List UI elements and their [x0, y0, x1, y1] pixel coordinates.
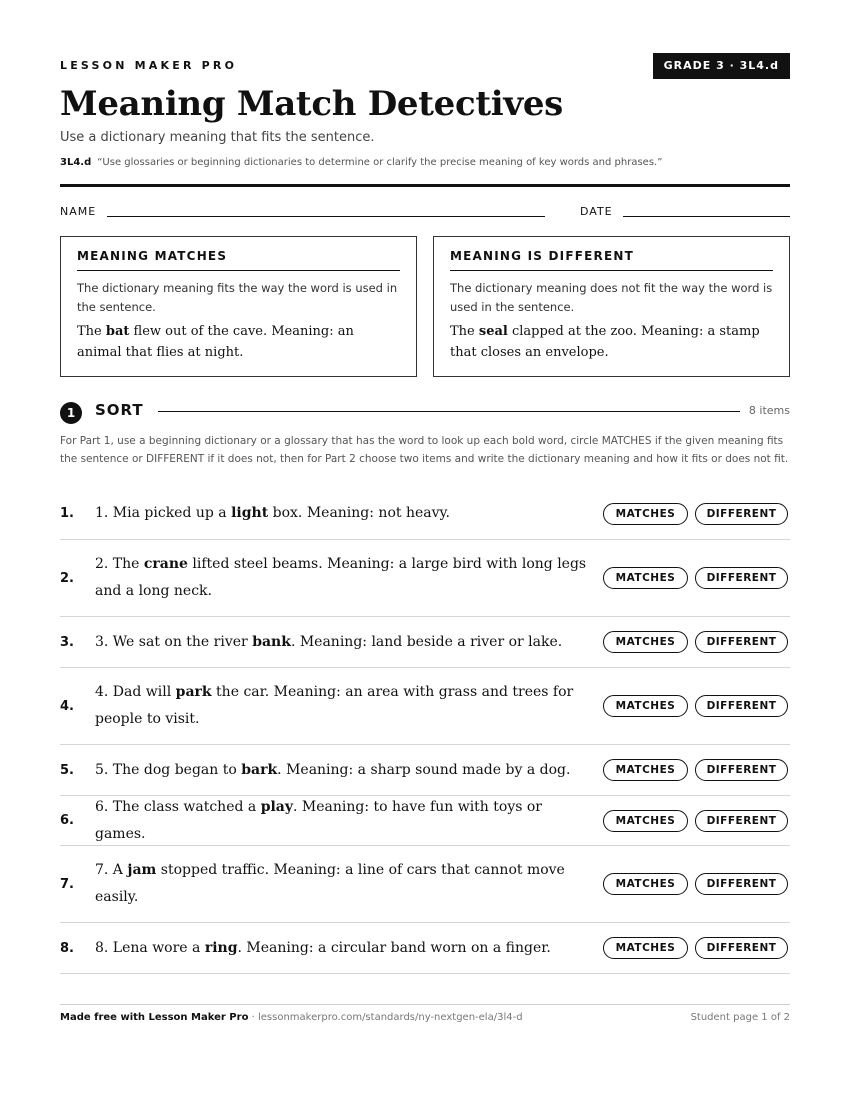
item-text: . Meaning: a circular band worn on a finger.	[237, 939, 551, 956]
list-item	[60, 617, 790, 668]
standard-text: “Use glossaries or beginning dictionaries to determine or clarify the precise meaning of key words and phrases.”	[97, 157, 663, 168]
item-text: 8. Lena wore a	[95, 939, 205, 956]
different-choice[interactable]: DIFFERENT	[695, 631, 788, 653]
item-number: 5.	[60, 762, 74, 778]
item-text: 1. Mia picked up a	[95, 505, 232, 521]
different-choice[interactable]: DIFFERENT	[695, 503, 788, 525]
standard-code: 3L4.d	[60, 157, 92, 168]
item-text: . Meaning: to have fun with toys or games.	[95, 798, 542, 842]
section-number-badge: 1	[60, 402, 82, 424]
list-item	[60, 796, 790, 846]
item-key-word: light	[231, 505, 269, 521]
item-text: . Meaning: land beside a river or lake.	[290, 633, 563, 650]
choice-group	[603, 631, 788, 653]
footer-credit	[60, 1012, 523, 1023]
item-key-word: jam	[127, 862, 157, 878]
item-key-word: bank	[252, 633, 291, 650]
footer-link[interactable]: · lessonmakerpro.com/standards/ny-nextgen-ela/3l4-d	[248, 1012, 523, 1023]
matches-choice[interactable]: MATCHES	[603, 810, 688, 832]
list-item	[60, 923, 790, 974]
item-sentence	[95, 857, 595, 911]
item-sentence	[95, 794, 595, 848]
item-count: 8 items	[748, 404, 790, 417]
example-box-title: MEANING MATCHES	[77, 249, 400, 271]
brand-name: LESSON MAKER PRO	[60, 59, 238, 72]
choice-group	[603, 695, 788, 717]
item-sentence	[95, 935, 595, 962]
item-number: 7.	[60, 876, 74, 892]
name-label: NAME	[60, 205, 97, 218]
example-sentence	[77, 321, 400, 363]
section-divider	[158, 411, 740, 412]
list-item	[60, 846, 790, 923]
matches-choice[interactable]: MATCHES	[603, 937, 688, 959]
example-box-description: The dictionary meaning does not fit the way the word is used in the sentence.	[450, 281, 773, 314]
different-choice[interactable]: DIFFERENT	[695, 695, 788, 717]
different-choice[interactable]: DIFFERENT	[695, 567, 788, 589]
example-key-word: bat	[105, 324, 130, 339]
choice-group	[603, 810, 788, 832]
item-text: 4. Dad will	[95, 684, 176, 700]
page-subtitle: Use a dictionary meaning that fits the sentence.	[60, 130, 375, 145]
matches-choice[interactable]: MATCHES	[603, 631, 688, 653]
choice-group	[603, 567, 788, 589]
item-sentence	[95, 629, 595, 656]
example-text: The	[450, 324, 479, 339]
item-list	[60, 488, 790, 974]
footer-divider	[60, 1004, 790, 1005]
item-text: stopped traffic. Meaning: a line of cars that cannot move easily.	[95, 862, 565, 905]
item-number: 4.	[60, 698, 74, 714]
matches-choice[interactable]: MATCHES	[603, 873, 688, 895]
item-text: . Meaning: a sharp sound made by a dog.	[277, 761, 571, 778]
page-indicator: Student page 1 of 2	[690, 1012, 790, 1023]
example-box-matches	[60, 236, 417, 377]
item-text: lifted steel beams. Meaning: a large bird with long legs and a long neck.	[95, 556, 587, 599]
choice-group	[603, 873, 788, 895]
item-text: box. Meaning: not heavy.	[268, 505, 451, 521]
date-field[interactable]	[623, 216, 790, 217]
item-sentence	[95, 551, 595, 605]
section-title: SORT	[95, 401, 144, 419]
name-field[interactable]	[107, 216, 545, 217]
item-key-word: park	[175, 684, 212, 700]
different-choice[interactable]: DIFFERENT	[695, 759, 788, 781]
example-text: The	[77, 324, 106, 339]
item-key-word: ring	[204, 939, 238, 956]
item-number: 8.	[60, 940, 74, 956]
different-choice[interactable]: DIFFERENT	[695, 810, 788, 832]
example-key-word: seal	[478, 324, 508, 339]
different-choice[interactable]: DIFFERENT	[695, 873, 788, 895]
item-key-word: play	[260, 798, 294, 815]
item-number: 6.	[60, 813, 74, 828]
matches-choice[interactable]: MATCHES	[603, 695, 688, 717]
choice-group	[603, 759, 788, 781]
example-text: clapped at the zoo. Meaning: a stamp that closes an envelope.	[450, 324, 760, 360]
item-text: 2. The	[95, 556, 144, 572]
standard-line	[60, 157, 662, 168]
item-text: 7. A	[95, 862, 128, 878]
item-sentence	[95, 757, 595, 784]
item-key-word: bark	[241, 761, 278, 778]
item-number: 3.	[60, 634, 74, 650]
example-box-different	[433, 236, 790, 377]
matches-choice[interactable]: MATCHES	[603, 759, 688, 781]
footer-made-with: Made free with Lesson Maker Pro	[60, 1012, 249, 1023]
item-text: 6. The class watched a	[95, 798, 261, 815]
choice-group	[603, 937, 788, 959]
different-choice[interactable]: DIFFERENT	[695, 937, 788, 959]
item-sentence	[95, 500, 595, 527]
date-label: DATE	[580, 205, 613, 218]
choice-group	[603, 503, 788, 525]
item-sentence	[95, 679, 595, 733]
list-item	[60, 745, 790, 796]
item-number: 2.	[60, 570, 74, 586]
example-box-description: The dictionary meaning fits the way the word is used in the sentence.	[77, 281, 398, 314]
item-text: 3. We sat on the river	[95, 633, 253, 650]
grade-badge: GRADE 3 · 3L4.d	[653, 53, 790, 79]
example-sentence	[450, 321, 773, 363]
list-item	[60, 540, 790, 617]
list-item	[60, 488, 790, 540]
header-divider	[60, 184, 790, 187]
example-text: flew out of the cave. Meaning: an animal that flies at night.	[77, 324, 354, 360]
item-number: 1.	[60, 506, 74, 521]
item-text: the car. Meaning: an area with grass and trees for people to visit.	[95, 684, 574, 727]
item-key-word: crane	[143, 556, 188, 572]
example-box-title: MEANING IS DIFFERENT	[450, 249, 773, 271]
item-text: 5. The dog began to	[95, 761, 242, 778]
matches-choice[interactable]: MATCHES	[603, 503, 688, 525]
list-item	[60, 668, 790, 745]
worksheet-page	[60, 0, 790, 1100]
page-title: Meaning Match Detectives	[60, 84, 563, 124]
instructions: For Part 1, use a beginning dictionary or a glossary that has the word to look up each bold word, circle MATCHES if the given meaning fits the sentence or DIFFERENT if it does not, then for Part 2 choose two items and write the dictionary meaning and how it fits or does not fit.	[60, 435, 789, 465]
matches-choice[interactable]: MATCHES	[603, 567, 688, 589]
